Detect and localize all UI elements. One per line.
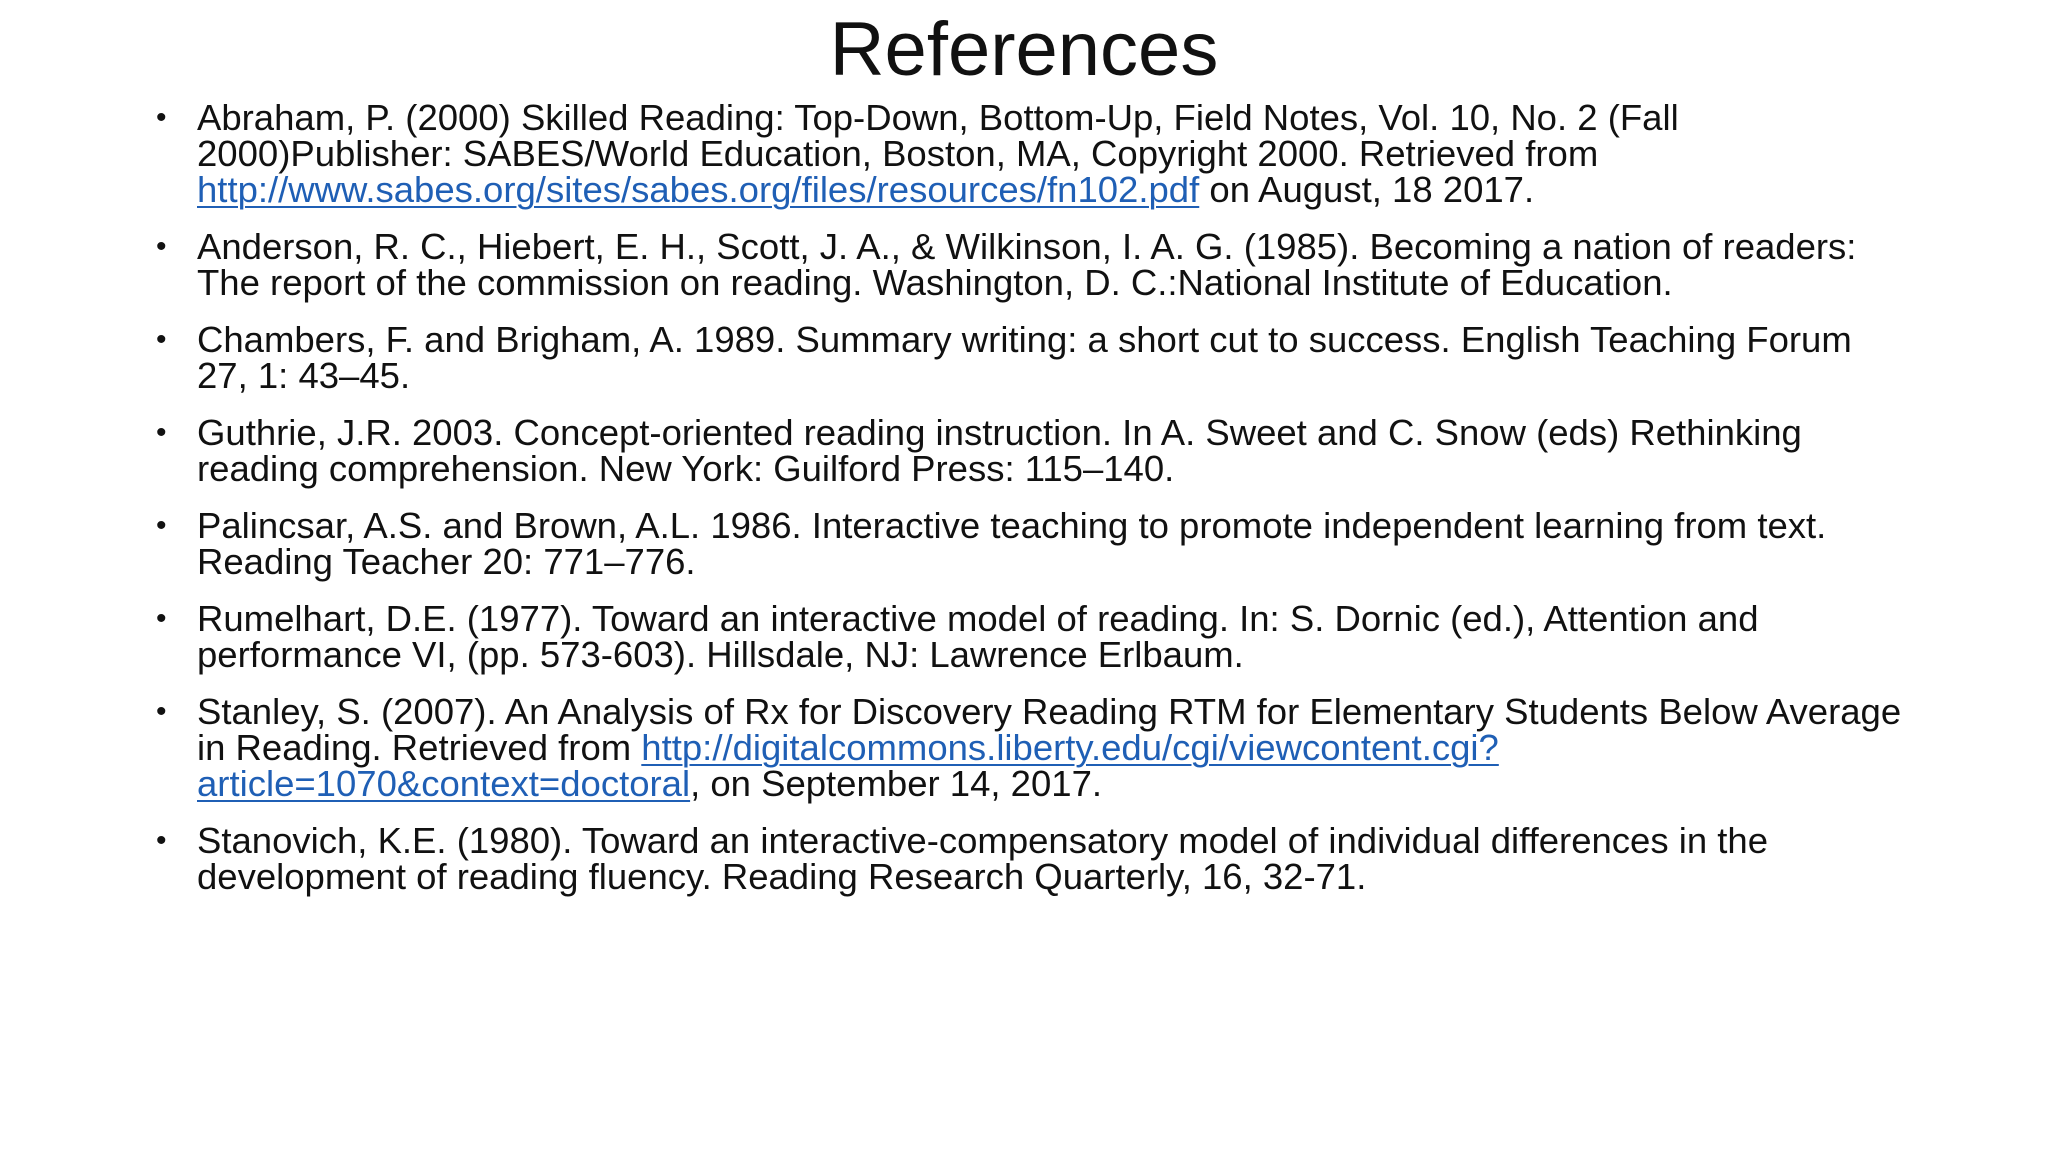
reference-item-anderson [150, 226, 1910, 303]
reference-text: Guthrie, J.R. 2003. Concept-oriented reading instruction. In A. Sweet and C. Snow (eds) Rethinking reading comprehension. New York: Guilford Press: 115–140. [197, 412, 1802, 489]
reference-text: Anderson, R. C., Hiebert, E. H., Scott, J. A., & Wilkinson, I. A. G. (1985). Becoming a nation of readers: The report of the commission on reading. Washington, D. C.:National Institute of Education. [197, 226, 1857, 303]
bullet-icon: • [156, 602, 167, 635]
reference-item-stanovich [150, 820, 1910, 897]
reference-text-tail: on August, 18 2017. [1199, 169, 1535, 210]
reference-text-tail: , on September 14, 2017. [690, 763, 1103, 804]
reference-text: Rumelhart, D.E. (1977). Toward an interactive model of reading. In: S. Dornic (ed.), Attention and performance VI, (pp. 573-603). Hillsdale, NJ: Lawrence Erlbaum. [197, 598, 1759, 675]
reference-text: Palincsar, A.S. and Brown, A.L. 1986. Interactive teaching to promote independent learning from text. Reading Teacher 20: 771–776. [197, 505, 1827, 582]
reference-link[interactable]: http://digitalcommons.liberty.edu/cgi/viewcontent.cgi?article=1070&context=doctoral [197, 727, 1499, 804]
reference-item-abraham [150, 97, 1910, 210]
reference-item-guthrie [150, 412, 1910, 489]
reference-text: Chambers, F. and Brigham, A. 1989. Summary writing: a short cut to success. English Teaching Forum 27, 1: 43–45. [197, 319, 1852, 396]
bullet-icon: • [156, 101, 167, 134]
reference-text: Stanley, S. (2007). An Analysis of Rx for Discovery Reading RTM for Elementary Students Below Average in Reading. Retrieved from [197, 691, 1902, 768]
bullet-icon: • [156, 416, 167, 449]
page-title: References [829, 7, 1219, 92]
bullet-icon: • [156, 509, 167, 542]
bullet-icon: • [156, 323, 167, 356]
bullet-icon: • [156, 695, 167, 728]
reference-link[interactable]: http://www.sabes.org/sites/sabes.org/files/resources/fn102.pdf [197, 169, 1200, 210]
reference-item-rumelhart [150, 598, 1910, 675]
reference-list [150, 97, 1910, 916]
bullet-icon: • [156, 824, 167, 857]
reference-item-stanley [150, 691, 1910, 804]
reference-text: Stanovich, K.E. (1980). Toward an interactive-compensatory model of individual differences in the development of reading fluency. Reading Research Quarterly, 16, 32-71. [197, 820, 1769, 897]
reference-item-palincsar [150, 505, 1910, 582]
reference-text: Abraham, P. (2000) Skilled Reading: Top-Down, Bottom-Up, Field Notes, Vol. 10, No. 2 (Fall 2000)Publisher: SABES/World Education, Boston, MA, Copyright 2000. Retrieved from [197, 97, 1679, 174]
reference-item-chambers [150, 319, 1910, 396]
bullet-icon: • [156, 230, 167, 263]
